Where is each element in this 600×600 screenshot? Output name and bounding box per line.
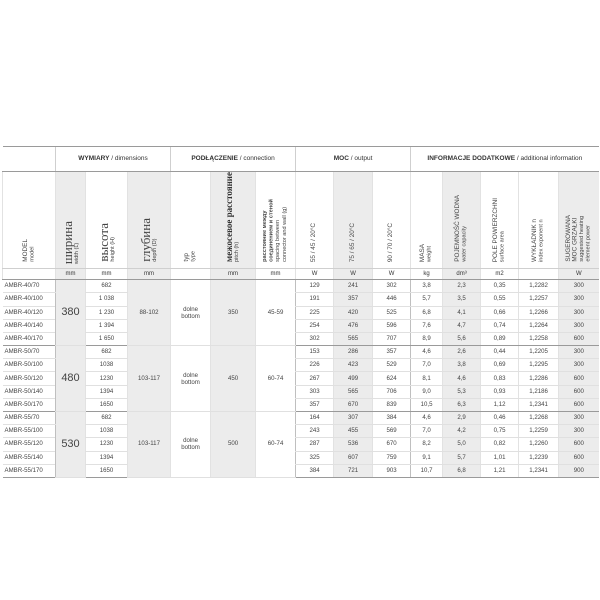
masa-cell: 8,9	[411, 332, 443, 345]
header-typ: typ type	[171, 172, 211, 269]
table-row	[3, 280, 599, 293]
pole-cell: 0,66	[481, 306, 519, 319]
sugerowana-cell: 600	[559, 385, 599, 398]
masa-cell: 7,0	[411, 359, 443, 372]
pojemnosc-cell: 2,9	[443, 412, 481, 425]
power-55-cell: 357	[296, 398, 334, 411]
power-75-cell: 307	[334, 412, 373, 425]
table-row	[3, 332, 599, 345]
wykladnik-cell: 1,2186	[519, 385, 559, 398]
height-cell: 1038	[86, 425, 128, 438]
height-cell: 1394	[86, 385, 128, 398]
table-row	[3, 398, 599, 411]
type-label-en: bottom	[181, 444, 200, 452]
group-header-row	[3, 147, 599, 172]
wykladnik-cell: 1,2341	[519, 398, 559, 411]
power-55-cell: 384	[296, 464, 334, 477]
height-cell: 1650	[86, 464, 128, 477]
power-90-cell: 525	[373, 306, 411, 319]
pole-cell: 1,01	[481, 451, 519, 464]
header-power-75: 75 / 65 / 20°C	[334, 172, 373, 269]
masa-cell: 7,6	[411, 319, 443, 332]
header-power-55: 55 / 45 / 20°C	[296, 172, 334, 269]
height-cell: 682	[86, 412, 128, 425]
unit-cell: dm³	[443, 269, 481, 280]
power-75-cell: 565	[334, 332, 373, 345]
pitch-cell: 500	[211, 412, 256, 478]
pojemnosc-cell: 4,1	[443, 306, 481, 319]
model-cell: AMBR-50/120	[3, 372, 56, 385]
power-90-cell: 357	[373, 346, 411, 359]
wykladnik-cell: 1,2205	[519, 346, 559, 359]
height-cell: 1038	[86, 359, 128, 372]
power-90-cell: 759	[373, 451, 411, 464]
group-wymiary: WYMIARY / dimensions	[56, 147, 171, 172]
type-label: dolne	[183, 371, 198, 379]
type-cell	[171, 346, 211, 412]
sugerowana-cell: 600	[559, 398, 599, 411]
header-spacing: расстояние между соединением и стеной spacing between connector and wall (g)	[256, 172, 296, 269]
pole-cell: 0,69	[481, 359, 519, 372]
wykladnik-cell: 1,2286	[519, 372, 559, 385]
power-55-cell: 302	[296, 332, 334, 345]
power-55-cell: 164	[296, 412, 334, 425]
height-cell: 682	[86, 346, 128, 359]
group-moc: MOC / output	[296, 147, 411, 172]
power-90-cell: 302	[373, 280, 411, 293]
unit-cell: mm	[56, 269, 86, 280]
depth-cell: 103-117	[128, 412, 171, 478]
power-90-cell: 384	[373, 412, 411, 425]
power-75-cell: 536	[334, 438, 373, 451]
height-cell: 1 038	[86, 293, 128, 306]
power-75-cell: 607	[334, 451, 373, 464]
unit-cell: mm	[86, 269, 128, 280]
sugerowana-cell: 300	[559, 306, 599, 319]
pole-cell: 1,12	[481, 398, 519, 411]
table-row	[3, 425, 599, 438]
power-75-cell: 420	[334, 306, 373, 319]
power-90-cell: 446	[373, 293, 411, 306]
header-depth: глубина depth (D)	[128, 172, 171, 269]
power-75-cell: 499	[334, 372, 373, 385]
power-55-cell: 287	[296, 438, 334, 451]
masa-cell: 8,2	[411, 438, 443, 451]
type-label: dolne	[183, 305, 198, 313]
power-55-cell: 191	[296, 293, 334, 306]
wykladnik-cell: 1,2258	[519, 332, 559, 345]
header-masa: MASA weight	[411, 172, 443, 269]
model-cell: AMBR-55/140	[3, 451, 56, 464]
spacing-cell: 45-59	[256, 280, 296, 346]
sugerowana-cell: 300	[559, 346, 599, 359]
pojemnosc-cell: 2,3	[443, 280, 481, 293]
table-row	[3, 412, 599, 425]
pojemnosc-cell: 3,8	[443, 359, 481, 372]
pojemnosc-cell: 5,0	[443, 438, 481, 451]
table-row	[3, 346, 599, 359]
sugerowana-cell: 600	[559, 372, 599, 385]
table-row	[3, 306, 599, 319]
masa-cell: 9,0	[411, 385, 443, 398]
wykladnik-cell: 1,2268	[519, 412, 559, 425]
wykladnik-cell: 1,2295	[519, 359, 559, 372]
pole-cell: 0,82	[481, 438, 519, 451]
header-pole: POLE POWIERZCHNI surface area	[481, 172, 519, 269]
power-55-cell: 303	[296, 385, 334, 398]
unit-cell: mm	[211, 269, 256, 280]
power-55-cell: 325	[296, 451, 334, 464]
masa-cell: 4,6	[411, 346, 443, 359]
model-cell: AMBR-40/100	[3, 293, 56, 306]
power-55-cell: 254	[296, 319, 334, 332]
unit-typ	[171, 269, 211, 280]
group-podlaczenie: PODŁĄCZENIE / connection	[171, 147, 296, 172]
model-cell: AMBR-40/120	[3, 306, 56, 319]
power-75-cell: 286	[334, 346, 373, 359]
spacing-cell: 60-74	[256, 346, 296, 412]
pole-cell: 1,21	[481, 464, 519, 477]
masa-cell: 10,5	[411, 398, 443, 411]
power-55-cell: 243	[296, 425, 334, 438]
model-cell: AMBR-55/100	[3, 425, 56, 438]
wykladnik-cell: 1,2259	[519, 425, 559, 438]
power-90-cell: 569	[373, 425, 411, 438]
type-label-en: bottom	[181, 378, 200, 386]
header-wykladnik: WYKŁADNIK n index exponent n	[519, 172, 559, 269]
power-55-cell: 153	[296, 346, 334, 359]
masa-cell: 4,6	[411, 412, 443, 425]
wykladnik-cell: 1,2282	[519, 280, 559, 293]
power-90-cell: 903	[373, 464, 411, 477]
sugerowana-cell: 600	[559, 332, 599, 345]
table-row	[3, 319, 599, 332]
header-power-90: 90 / 70 / 20°C	[373, 172, 411, 269]
masa-cell: 6,8	[411, 306, 443, 319]
unit-cell: mm	[128, 269, 171, 280]
power-90-cell: 670	[373, 438, 411, 451]
wykladnik-cell: 1,2264	[519, 319, 559, 332]
type-cell	[171, 280, 211, 346]
power-90-cell: 624	[373, 372, 411, 385]
table-row	[3, 464, 599, 477]
height-cell: 1 230	[86, 306, 128, 319]
type-label: dolne	[183, 437, 198, 445]
pojemnosc-cell: 5,3	[443, 385, 481, 398]
pojemnosc-cell: 4,2	[443, 425, 481, 438]
power-75-cell: 357	[334, 293, 373, 306]
wykladnik-cell: 1,2266	[519, 306, 559, 319]
header-model: MODEL model	[3, 172, 56, 269]
sugerowana-cell: 300	[559, 293, 599, 306]
pitch-cell: 450	[211, 346, 256, 412]
table-row	[3, 451, 599, 464]
model-cell: AMBR-55/120	[3, 438, 56, 451]
height-cell: 1230	[86, 372, 128, 385]
header-pitch: межосевое расстояние pitch (h)	[211, 172, 256, 269]
masa-cell: 9,1	[411, 451, 443, 464]
pole-cell: 0,83	[481, 372, 519, 385]
power-55-cell: 129	[296, 280, 334, 293]
width-cell: 480	[56, 346, 86, 412]
unit-cell	[519, 269, 559, 280]
header-width: ширина width (L)	[56, 172, 86, 269]
power-55-cell: 267	[296, 372, 334, 385]
masa-cell: 3,8	[411, 280, 443, 293]
pole-cell: 0,93	[481, 385, 519, 398]
sugerowana-cell: 300	[559, 359, 599, 372]
power-55-cell: 226	[296, 359, 334, 372]
sugerowana-cell: 300	[559, 412, 599, 425]
table-row	[3, 359, 599, 372]
sugerowana-cell: 300	[559, 319, 599, 332]
masa-cell: 5,7	[411, 293, 443, 306]
pole-cell: 0,35	[481, 280, 519, 293]
power-75-cell: 670	[334, 398, 373, 411]
height-cell: 1 394	[86, 319, 128, 332]
depth-cell: 88-102	[128, 280, 171, 346]
pitch-cell: 350	[211, 280, 256, 346]
table-row	[3, 385, 599, 398]
depth-cell: 103-117	[128, 346, 171, 412]
group-empty	[3, 147, 56, 172]
table-row	[3, 293, 599, 306]
power-75-cell: 565	[334, 385, 373, 398]
table-row	[3, 438, 599, 451]
pojemnosc-cell: 4,7	[443, 319, 481, 332]
pole-cell: 0,46	[481, 412, 519, 425]
power-75-cell: 455	[334, 425, 373, 438]
sugerowana-cell: 900	[559, 464, 599, 477]
power-75-cell: 241	[334, 280, 373, 293]
power-90-cell: 529	[373, 359, 411, 372]
width-cell: 380	[56, 280, 86, 346]
pole-cell: 0,55	[481, 293, 519, 306]
model-cell: AMBR-55/70	[3, 412, 56, 425]
pojemnosc-cell: 2,6	[443, 346, 481, 359]
unit-cell: W	[296, 269, 334, 280]
header-height: высота height (H)	[86, 172, 128, 269]
pojemnosc-cell: 6,3	[443, 398, 481, 411]
header-pojemnosc: POJEMNOŚĆ WODNA water capacity	[443, 172, 481, 269]
height-cell: 1 650	[86, 332, 128, 345]
masa-cell: 10,7	[411, 464, 443, 477]
spec-table	[2, 146, 598, 478]
unit-cell: W	[334, 269, 373, 280]
model-cell: AMBR-55/170	[3, 464, 56, 477]
power-75-cell: 423	[334, 359, 373, 372]
group-info: INFORMACJE DODATKOWE / additional information	[411, 147, 599, 172]
unit-cell: m2	[481, 269, 519, 280]
units-row	[3, 269, 599, 280]
type-label-en: bottom	[181, 312, 200, 320]
pole-cell: 0,44	[481, 346, 519, 359]
pole-cell: 0,89	[481, 332, 519, 345]
table-row	[3, 372, 599, 385]
sugerowana-cell: 300	[559, 425, 599, 438]
power-75-cell: 476	[334, 319, 373, 332]
wykladnik-cell: 1,2257	[519, 293, 559, 306]
power-55-cell: 225	[296, 306, 334, 319]
column-header-row	[3, 172, 599, 269]
header-sugerowana: SUGEROWANA MOC GRZAŁKI suggested heating element power	[559, 172, 599, 269]
pole-cell: 0,74	[481, 319, 519, 332]
model-cell: AMBR-50/170	[3, 398, 56, 411]
model-cell: AMBR-50/100	[3, 359, 56, 372]
height-cell: 1650	[86, 398, 128, 411]
wykladnik-cell: 1,2260	[519, 438, 559, 451]
spacing-cell: 60-74	[256, 412, 296, 478]
unit-cell: W	[373, 269, 411, 280]
height-cell: 1230	[86, 438, 128, 451]
pojemnosc-cell: 4,6	[443, 372, 481, 385]
pojemnosc-cell: 5,6	[443, 332, 481, 345]
model-cell: AMBR-40/70	[3, 280, 56, 293]
unit-cell: mm	[256, 269, 296, 280]
model-cell: AMBR-50/140	[3, 385, 56, 398]
sugerowana-cell: 300	[559, 280, 599, 293]
model-cell: AMBR-50/70	[3, 346, 56, 359]
pojemnosc-cell: 6,8	[443, 464, 481, 477]
sugerowana-cell: 600	[559, 438, 599, 451]
model-cell: AMBR-40/140	[3, 319, 56, 332]
masa-cell: 7,0	[411, 425, 443, 438]
masa-cell: 8,1	[411, 372, 443, 385]
power-75-cell: 721	[334, 464, 373, 477]
power-90-cell: 706	[373, 385, 411, 398]
sugerowana-cell: 600	[559, 451, 599, 464]
width-cell: 530	[56, 412, 86, 478]
height-cell: 682	[86, 280, 128, 293]
unit-cell: W	[559, 269, 599, 280]
power-90-cell: 839	[373, 398, 411, 411]
pole-cell: 0,75	[481, 425, 519, 438]
height-cell: 1394	[86, 451, 128, 464]
unit-model	[3, 269, 56, 280]
wykladnik-cell: 1,2239	[519, 451, 559, 464]
pojemnosc-cell: 3,5	[443, 293, 481, 306]
type-cell	[171, 412, 211, 478]
pojemnosc-cell: 5,7	[443, 451, 481, 464]
wykladnik-cell: 1,2341	[519, 464, 559, 477]
power-90-cell: 707	[373, 332, 411, 345]
model-cell: AMBR-40/170	[3, 332, 56, 345]
power-90-cell: 596	[373, 319, 411, 332]
unit-cell: kg	[411, 269, 443, 280]
